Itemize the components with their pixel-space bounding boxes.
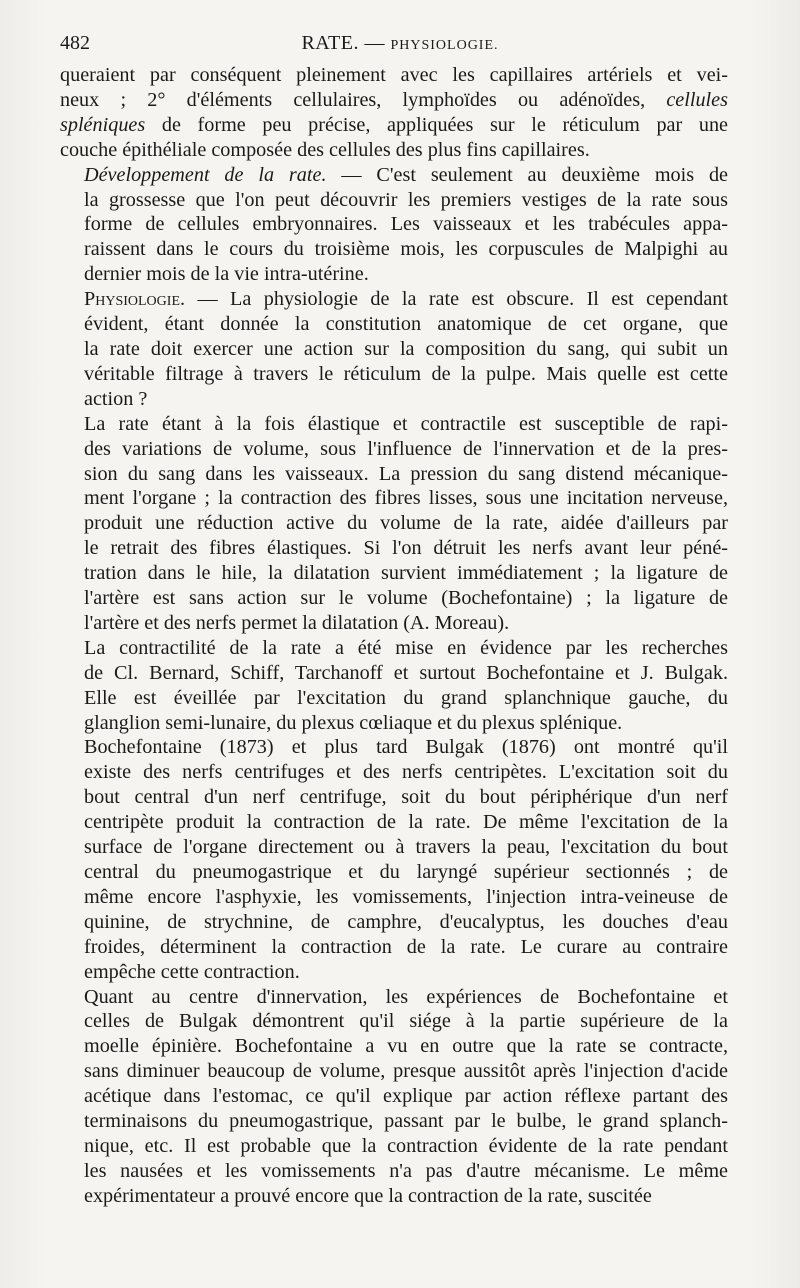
text-line: spléniques de forme peu précise, appliquées sur le réticulum par une (60, 113, 728, 136)
text-line: couche épithéliale composée des cellules des plus fins capillaires. (60, 138, 590, 161)
text-line: de Cl. Bernard, Schiff, Tarchanoff et surtout Bochefontaine et J. Bulgak. (84, 661, 728, 684)
text-line: même encore l'asphyxie, les vomissements, l'injection intra-veineuse de (84, 885, 728, 908)
running-head (60, 32, 740, 55)
text-line: Bochefontaine (1873) et plus tard Bulgak (1876) ont montré qu'il (84, 736, 728, 759)
text-line: central du pneumogastrique et du laryngé supérieur sectionnés ; de (84, 861, 728, 883)
text-line: queraient par conséquent pleinement avec les capillaires artériels et vei- (60, 64, 728, 86)
text-line: Quant au centre d'innervation, les expériences de Bochefontaine et (84, 985, 728, 1008)
text-line: expérimentateur a prouvé encore que la contraction de la rate, suscitée (84, 1184, 652, 1207)
running-head-title: RATE. (301, 32, 359, 54)
text-line: Physiologie. — La physiologie de la rate est obscure. Il est cependant (84, 288, 728, 311)
text-line: La contractilité de la rate a été mise en évidence par les recherches (84, 636, 728, 659)
text-line: neux ; 2° d'éléments cellulaires, lymphoïdes ou adénoïdes, cellules (60, 88, 728, 111)
page-number: 482 (60, 32, 90, 54)
paragraph (60, 287, 728, 412)
text-line: sion du sang dans les vaisseaux. La pression du sang distend mécanique- (84, 462, 728, 485)
body-text (60, 63, 728, 1209)
text-line: Développement de la rate. — C'est seulement au deuxième mois de (84, 163, 729, 186)
text-line: empêche cette contraction. (84, 960, 300, 983)
text-line: Elle est éveillée par l'excitation du grand splanchnique gauche, du (84, 686, 728, 709)
paragraph (60, 412, 728, 636)
text-line: acétique dans l'estomac, ce qu'il explique par action réflexe partant des (84, 1085, 728, 1108)
text-line: quinine, de strychnine, de camphre, d'eucalyptus, les douches d'eau (84, 910, 728, 933)
text-line: véritable filtrage à travers le réticulum de la pulpe. Mais quelle est cette (84, 362, 728, 385)
paragraph (60, 636, 728, 736)
text-line: l'artère est sans action sur le volume (Bochefontaine) ; la ligature de (84, 587, 728, 610)
paragraph (60, 985, 728, 1209)
text-line: La rate étant à la fois élastique et contractile est susceptible de rapi- (84, 412, 728, 435)
text-line: celles de Bulgak démontrent qu'il siége à la partie supérieure de la (84, 1010, 728, 1033)
page-header (60, 32, 740, 58)
text-line: raissent dans le cours du troisième mois, les corpuscules de Malpighi au (84, 238, 728, 261)
text-line: dernier mois de la vie intra-utérine. (84, 263, 369, 286)
text-line: action ? (84, 387, 148, 410)
text-line: bout central d'un nerf centrifuge, soit du bout périphérique d'un nerf (84, 786, 728, 809)
text-line: sans diminuer beaucoup de volume, presque aussitôt après l'injection d'acide (84, 1060, 728, 1083)
running-head-subtitle: PHYSIOLOGIE. (390, 38, 499, 53)
paragraph (60, 163, 728, 288)
text-line: terminaisons du pneumogastrique, passant par le bulbe, le grand splanch- (84, 1110, 728, 1133)
text-line: la rate doit exercer une action sur la composition du sang, qui subit un (84, 337, 728, 360)
text-line: surface de l'organe directement ou à travers la peau, l'excitation du bout (84, 836, 728, 859)
text-line: évident, étant donnée la constitution anatomique de cet organe, que (84, 313, 728, 336)
text-line: forme de cellules embryonnaires. Les vaisseaux et les trabécules appa- (84, 213, 728, 236)
text-line: le retrait des fibres élastiques. Si l'on détruit les nerfs avant leur péné- (84, 537, 728, 560)
paragraph (60, 735, 728, 984)
text-line: moelle épinière. Bochefontaine a vu en outre que la rate se contracte, (84, 1035, 728, 1058)
text-line: nique, etc. Il est probable que la contraction évidente de la rate pendant (84, 1134, 728, 1157)
text-line: centripète produit la contraction de la rate. De même l'excitation de la (84, 811, 728, 834)
paragraph (60, 63, 728, 163)
text-line: existe des nerfs centrifuges et des nerfs centripètes. L'excitation soit du (84, 761, 728, 784)
text-line: tration dans le hile, la dilatation survient immédiatement ; la ligature de (84, 562, 728, 585)
text-line: des variations de volume, sous l'influence de l'innervation et de la pres- (84, 437, 728, 460)
text-line: l'artère et des nerfs permet la dilatation (A. Moreau). (84, 611, 510, 634)
text-line: froides, déterminent la contraction de la rate. Le curare au contraire (84, 935, 728, 958)
text-line: la grossesse que l'on peut découvrir les premiers vestiges de la rate sous (84, 188, 728, 211)
text-line: ment l'organe ; la contraction des fibres lisses, sous une incitation nerveuse, (84, 487, 728, 510)
text-line: glanglion semi-lunaire, du plexus cœliaque et du plexus splénique. (84, 711, 623, 734)
running-head-separator: — (358, 32, 391, 54)
text-line: les nausées et les vomissements n'a pas d'autre mécanisme. Le même (84, 1159, 728, 1182)
text-line: produit une réduction active du volume de la rate, aidée d'ailleurs par (84, 512, 728, 535)
